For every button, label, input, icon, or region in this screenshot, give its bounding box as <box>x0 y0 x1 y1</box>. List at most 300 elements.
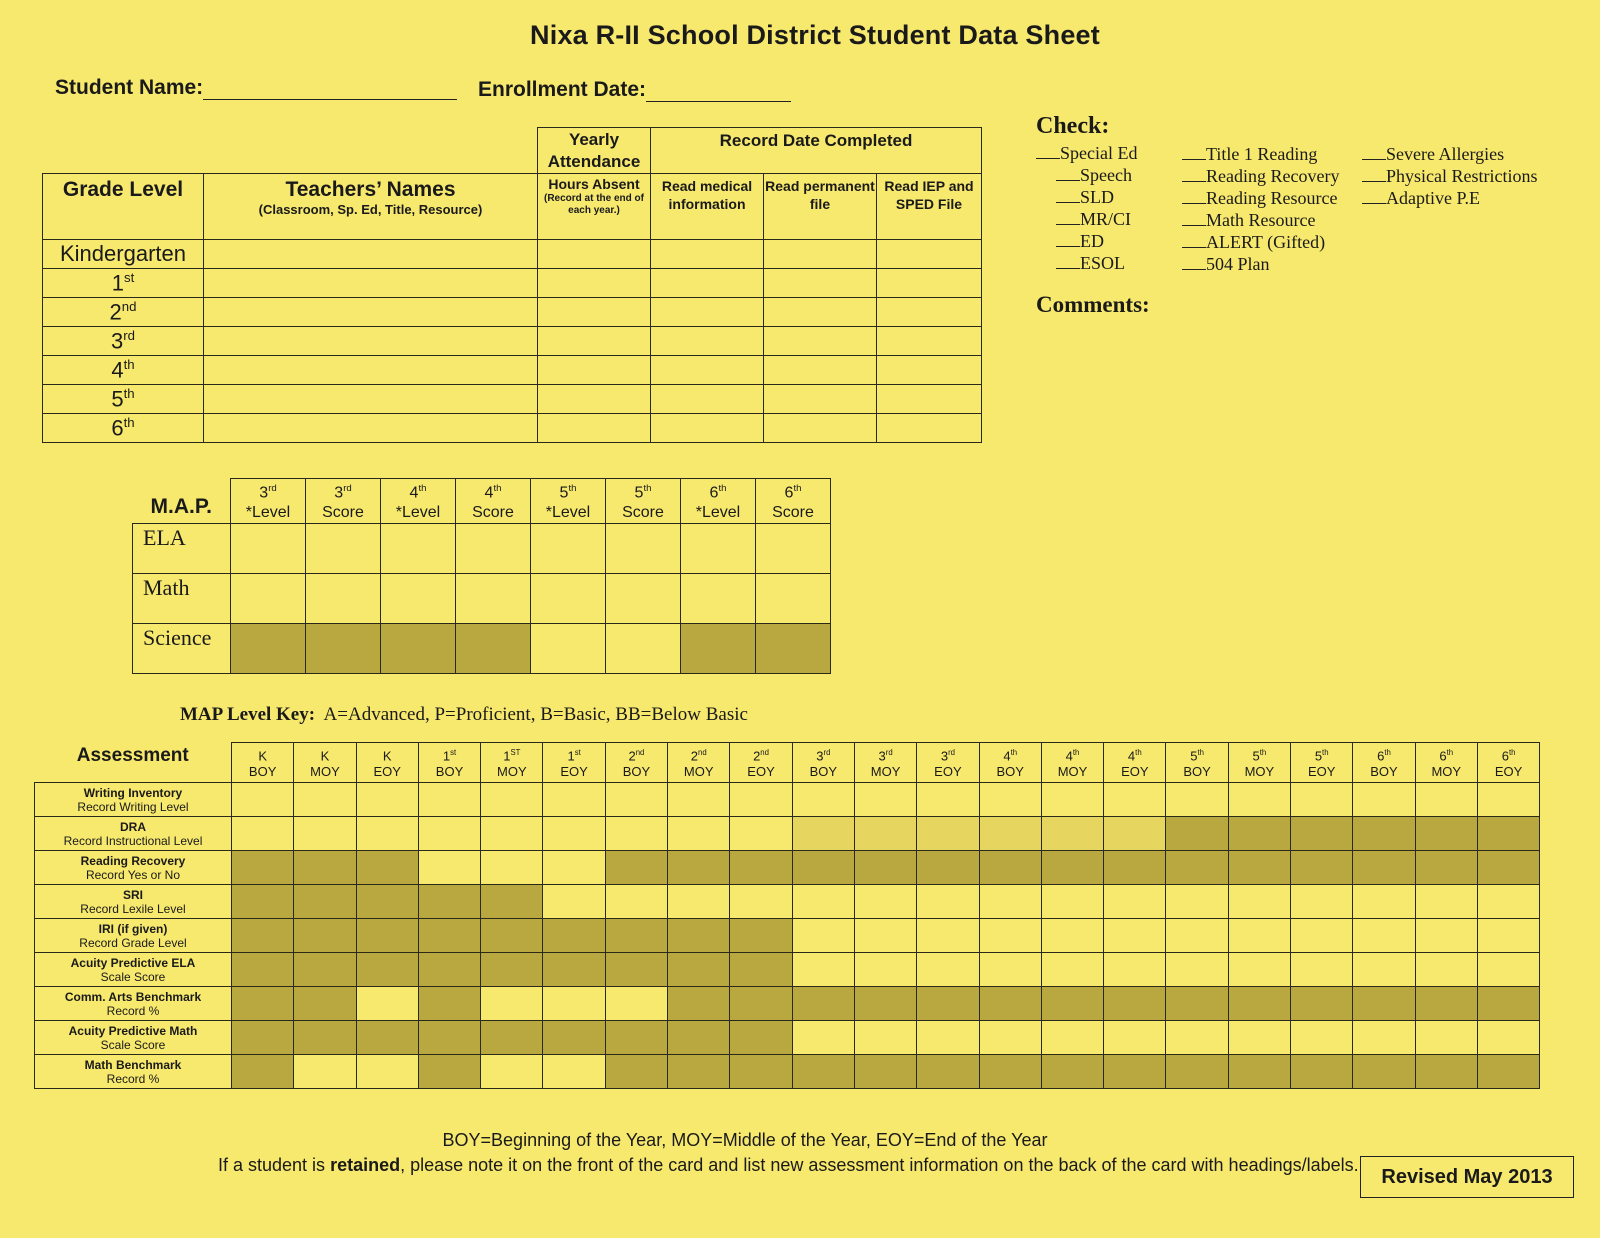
assessment-cell[interactable] <box>232 783 294 817</box>
assessment-cell[interactable] <box>418 783 480 817</box>
assessment-cell[interactable] <box>1041 953 1103 987</box>
assessment-cell <box>1353 817 1415 851</box>
assessment-cell[interactable] <box>917 885 979 919</box>
assessment-row-label: Acuity Predictive Math Scale Score <box>35 1021 232 1055</box>
assessment-cell[interactable] <box>1353 783 1415 817</box>
grade-cell[interactable] <box>764 414 877 443</box>
assessment-cell[interactable] <box>1291 953 1353 987</box>
assessment-cell <box>917 851 979 885</box>
assessment-cell <box>356 885 418 919</box>
assessment-cell[interactable] <box>1415 1021 1477 1055</box>
page-title: Nixa R-II School District Student Data Sheet <box>530 20 1100 50</box>
assessment-cell[interactable] <box>979 885 1041 919</box>
check-blank[interactable] <box>1362 143 1386 160</box>
assessment-cell <box>1104 987 1166 1021</box>
assessment-cell[interactable] <box>543 987 605 1021</box>
assessment-cell[interactable] <box>792 1021 854 1055</box>
assessment-cell[interactable] <box>356 987 418 1021</box>
grade-cell[interactable] <box>764 269 877 298</box>
assessment-cell <box>1041 987 1103 1021</box>
assessment-column-header: 2nd BOY <box>605 743 667 783</box>
table-row <box>43 298 982 327</box>
assessment-cell[interactable] <box>1291 885 1353 919</box>
table-row <box>133 624 831 674</box>
assessment-cell[interactable] <box>1041 1021 1103 1055</box>
assessment-cell <box>294 953 356 987</box>
table-row <box>35 1055 1540 1089</box>
grade-cell[interactable] <box>651 269 764 298</box>
assessment-cell[interactable] <box>854 817 916 851</box>
check-blank[interactable] <box>1182 165 1206 182</box>
enrollment-date-row <box>478 78 791 102</box>
assessment-cell <box>481 953 543 987</box>
map-cell[interactable] <box>756 574 831 624</box>
grade-4th: 4th <box>43 356 204 385</box>
map-header: 6th Score <box>756 479 831 524</box>
assessment-cell <box>232 851 294 885</box>
check-item[interactable]: Adaptive P.E <box>1362 187 1538 209</box>
assessment-cell <box>1415 987 1477 1021</box>
check-item[interactable]: Speech <box>1036 164 1137 186</box>
assessment-cell[interactable] <box>543 817 605 851</box>
enrollment-date-label: Enrollment Date: <box>478 78 647 101</box>
assessment-cell[interactable] <box>1104 953 1166 987</box>
assessment-cell[interactable] <box>1041 885 1103 919</box>
assessment-cell <box>232 885 294 919</box>
assessment-cell <box>1477 817 1539 851</box>
check-item[interactable]: Special Ed <box>1036 142 1137 164</box>
map-cell <box>231 624 306 674</box>
read-permanent-header: Read permanent file <box>764 174 877 240</box>
check-blank[interactable] <box>1056 252 1080 269</box>
footer-legend: BOY=Beginning of the Year, MOY=Middle of the Year, EOY=End of the Year <box>442 1130 1048 1150</box>
assessment-cell[interactable] <box>1291 783 1353 817</box>
assessment-row-label: Math Benchmark Record % <box>35 1055 232 1089</box>
assessment-cell[interactable] <box>979 919 1041 953</box>
assessment-cell[interactable] <box>1166 885 1228 919</box>
grade-1st: 1st <box>43 269 204 298</box>
assessment-cell[interactable] <box>605 817 667 851</box>
assessment-cell[interactable] <box>917 953 979 987</box>
grade-cell[interactable] <box>204 356 538 385</box>
assessment-cell <box>730 987 792 1021</box>
check-item[interactable]: Reading Recovery <box>1182 165 1339 187</box>
check-blank[interactable] <box>1182 187 1206 204</box>
assessment-cell[interactable] <box>1477 953 1539 987</box>
assessment-column-header: 3rd MOY <box>854 743 916 783</box>
assessment-cell <box>668 919 730 953</box>
assessment-row-label: Acuity Predictive ELA Scale Score <box>35 953 232 987</box>
check-item[interactable]: Reading Resource <box>1182 187 1339 209</box>
assessment-cell[interactable] <box>1415 885 1477 919</box>
assessment-cell[interactable] <box>1166 953 1228 987</box>
assessment-cell[interactable] <box>418 851 480 885</box>
check-blank[interactable] <box>1056 230 1080 247</box>
map-cell[interactable] <box>306 524 381 574</box>
map-cell <box>381 624 456 674</box>
grade-cell[interactable] <box>651 356 764 385</box>
assessment-cell[interactable] <box>792 953 854 987</box>
grade-5th: 5th <box>43 385 204 414</box>
assessment-cell <box>294 1021 356 1055</box>
assessment-cell[interactable] <box>543 885 605 919</box>
map-cell[interactable] <box>681 524 756 574</box>
assessment-cell[interactable] <box>792 885 854 919</box>
assessment-cell <box>356 953 418 987</box>
assessment-cell[interactable] <box>1104 919 1166 953</box>
assessment-cell[interactable] <box>1415 783 1477 817</box>
assessment-cell[interactable] <box>1104 783 1166 817</box>
assessment-cell <box>605 851 667 885</box>
assessment-cell[interactable] <box>854 919 916 953</box>
assessment-cell[interactable] <box>1041 919 1103 953</box>
assessment-column-header: 5th EOY <box>1291 743 1353 783</box>
assessment-cell[interactable] <box>1104 817 1166 851</box>
assessment-cell <box>543 919 605 953</box>
assessment-cell[interactable] <box>1228 885 1290 919</box>
grade-6th: 6th <box>43 414 204 443</box>
assessment-cell[interactable] <box>854 783 916 817</box>
assessment-cell <box>668 987 730 1021</box>
assessment-column-header: 1ST MOY <box>481 743 543 783</box>
table-row <box>35 817 1540 851</box>
check-blank[interactable] <box>1056 164 1080 181</box>
assessment-cell <box>1353 987 1415 1021</box>
assessment-cell <box>294 885 356 919</box>
assessment-cell[interactable] <box>1415 919 1477 953</box>
check-blank[interactable] <box>1362 187 1386 204</box>
map-cell[interactable] <box>606 574 681 624</box>
grade-cell[interactable] <box>204 327 538 356</box>
grade-cell[interactable] <box>651 414 764 443</box>
grade-cell[interactable] <box>877 298 982 327</box>
assessment-cell[interactable] <box>792 919 854 953</box>
assessment-cell <box>1228 851 1290 885</box>
assessment-cell <box>792 851 854 885</box>
grade-cell[interactable] <box>764 356 877 385</box>
grade-cell[interactable] <box>764 385 877 414</box>
assessment-cell[interactable] <box>1228 1021 1290 1055</box>
assessment-cell[interactable] <box>1291 1021 1353 1055</box>
assessment-cell <box>854 851 916 885</box>
assessment-cell <box>232 919 294 953</box>
check-title: Check: <box>1036 113 1110 139</box>
assessment-cell[interactable] <box>1041 783 1103 817</box>
check-item[interactable]: Physical Restrictions <box>1362 165 1538 187</box>
grade-2nd: 2nd <box>43 298 204 327</box>
assessment-cell <box>481 919 543 953</box>
table-row <box>133 524 831 574</box>
assessment-cell[interactable] <box>1353 1021 1415 1055</box>
check-blank[interactable] <box>1182 231 1206 248</box>
comments-label: Comments: <box>1036 292 1150 317</box>
assessment-cell[interactable] <box>543 783 605 817</box>
map-cell[interactable] <box>756 524 831 574</box>
assessment-row-label: Comm. Arts Benchmark Record % <box>35 987 232 1021</box>
check-item[interactable]: 504 Plan <box>1182 253 1339 275</box>
assessment-cell <box>232 987 294 1021</box>
check-item[interactable]: ALERT (Gifted) <box>1182 231 1339 253</box>
assessment-cell <box>1353 1055 1415 1089</box>
grade-cell[interactable] <box>204 269 538 298</box>
grade-cell[interactable] <box>877 385 982 414</box>
check-blank[interactable] <box>1056 208 1080 225</box>
table-row <box>43 356 982 385</box>
grade-cell[interactable] <box>877 327 982 356</box>
assessment-row-label: SRI Record Lexile Level <box>35 885 232 919</box>
check-item[interactable]: Math Resource <box>1182 209 1339 231</box>
map-header: 4th *Level <box>381 479 456 524</box>
grade-cell[interactable] <box>651 385 764 414</box>
assessment-cell <box>294 919 356 953</box>
assessment-cell[interactable] <box>730 885 792 919</box>
assessment-cell[interactable] <box>730 817 792 851</box>
assessment-cell <box>418 953 480 987</box>
assessment-cell[interactable] <box>356 817 418 851</box>
grade-rows <box>43 269 982 443</box>
assessment-cell <box>1415 1055 1477 1089</box>
assessment-cell <box>1041 1055 1103 1089</box>
assessment-cell <box>1353 851 1415 885</box>
assessment-cell[interactable] <box>481 987 543 1021</box>
assessment-cell[interactable] <box>854 1021 916 1055</box>
assessment-column-header: 2nd EOY <box>730 743 792 783</box>
check-blank[interactable] <box>1182 143 1206 160</box>
assessment-label: Assessment <box>76 744 189 766</box>
assessment-cell[interactable] <box>1166 783 1228 817</box>
assessment-cell <box>294 851 356 885</box>
assessment-cell <box>1415 851 1477 885</box>
assessment-cell[interactable] <box>979 817 1041 851</box>
assessment-cell <box>917 1055 979 1089</box>
assessment-cell[interactable] <box>1104 1021 1166 1055</box>
assessment-cell[interactable] <box>668 817 730 851</box>
assessment-cell <box>668 1021 730 1055</box>
table-row <box>43 327 982 356</box>
grade-cell[interactable] <box>764 298 877 327</box>
assessment-column-header: 5th BOY <box>1166 743 1228 783</box>
assessment-cell[interactable] <box>1166 1021 1228 1055</box>
map-header: 4th Score <box>456 479 531 524</box>
grade-cell[interactable] <box>538 356 651 385</box>
map-cell[interactable] <box>456 574 531 624</box>
assessment-cell[interactable] <box>605 987 667 1021</box>
enrollment-date-field[interactable] <box>646 79 791 102</box>
student-name-field[interactable] <box>203 77 457 100</box>
assessment-cell[interactable] <box>979 953 1041 987</box>
check-item[interactable]: ESOL <box>1036 252 1137 274</box>
assessment-cell[interactable] <box>792 783 854 817</box>
grade-cell[interactable] <box>538 269 651 298</box>
assessment-cell <box>1041 851 1103 885</box>
assessment-cell <box>1228 817 1290 851</box>
grade-cell[interactable] <box>877 269 982 298</box>
assessment-cell[interactable] <box>543 1055 605 1089</box>
assessment-column-header: 5th MOY <box>1228 743 1290 783</box>
student-name-label: Student Name: <box>55 76 204 99</box>
grade-cell[interactable] <box>204 414 538 443</box>
assessment-cell <box>730 919 792 953</box>
assessment-cell <box>543 953 605 987</box>
assessment-cell <box>730 1055 792 1089</box>
map-cell[interactable] <box>531 624 606 674</box>
assessment-cell[interactable] <box>294 1055 356 1089</box>
assessment-cell[interactable] <box>1353 919 1415 953</box>
assessment-cell[interactable] <box>356 1055 418 1089</box>
assessment-cell[interactable] <box>1477 1021 1539 1055</box>
assessment-cell <box>1104 1055 1166 1089</box>
grade-cell[interactable] <box>651 298 764 327</box>
map-cell[interactable] <box>381 574 456 624</box>
assessment-cell[interactable] <box>418 817 480 851</box>
map-subject: ELA <box>133 524 231 574</box>
assessment-cell[interactable] <box>1041 817 1103 851</box>
assessment-cell[interactable] <box>605 885 667 919</box>
map-subject: Math <box>133 574 231 624</box>
check-blank[interactable] <box>1056 186 1080 203</box>
assessment-cell <box>1166 987 1228 1021</box>
check-column-3 <box>1362 143 1538 209</box>
assessment-cell[interactable] <box>356 783 418 817</box>
check-blank[interactable] <box>1182 209 1206 226</box>
grade-cell[interactable] <box>651 327 764 356</box>
assessment-cell[interactable] <box>668 885 730 919</box>
map-cell <box>306 624 381 674</box>
assessment-cell <box>979 987 1041 1021</box>
assessment-cell <box>418 885 480 919</box>
assessment-cell <box>1477 987 1539 1021</box>
assessment-cell[interactable] <box>1477 919 1539 953</box>
assessment-cell <box>1228 987 1290 1021</box>
assessment-cell <box>232 1021 294 1055</box>
grade-cell[interactable] <box>538 385 651 414</box>
assessment-cell <box>232 1055 294 1089</box>
check-item[interactable]: ED <box>1036 230 1137 252</box>
assessment-column-header: K EOY <box>356 743 418 783</box>
assessment-cell[interactable] <box>1353 953 1415 987</box>
map-cell[interactable] <box>531 574 606 624</box>
check-item[interactable]: SLD <box>1036 186 1137 208</box>
check-item[interactable]: MR/CI <box>1036 208 1137 230</box>
assessment-cell[interactable] <box>294 817 356 851</box>
assessment-cell[interactable] <box>917 919 979 953</box>
assessment-cell[interactable] <box>1104 885 1166 919</box>
assessment-column-header: 4th EOY <box>1104 743 1166 783</box>
assessment-cell[interactable] <box>854 885 916 919</box>
assessment-cell[interactable] <box>979 783 1041 817</box>
grade-cell[interactable] <box>538 414 651 443</box>
assessment-cell[interactable] <box>917 817 979 851</box>
assessment-cell[interactable] <box>1228 919 1290 953</box>
assessment-cell[interactable] <box>1166 919 1228 953</box>
table-row <box>35 1021 1540 1055</box>
map-cell[interactable] <box>381 524 456 574</box>
map-cell[interactable] <box>231 524 306 574</box>
table-row <box>35 919 1540 953</box>
grade-3rd: 3rd <box>43 327 204 356</box>
assessment-cell[interactable] <box>232 817 294 851</box>
assessment-cell[interactable] <box>481 817 543 851</box>
table-row <box>43 414 982 443</box>
assessment-cell[interactable] <box>605 783 667 817</box>
table-row <box>35 987 1540 1021</box>
map-cell[interactable] <box>606 524 681 574</box>
grade-cell[interactable] <box>538 298 651 327</box>
grade-cell[interactable] <box>764 327 877 356</box>
assessment-cell <box>356 1021 418 1055</box>
grade-cell[interactable] <box>877 414 982 443</box>
map-cell[interactable] <box>606 624 681 674</box>
revised-box: Revised May 2013 <box>1360 1156 1574 1198</box>
assessment-cell[interactable] <box>854 953 916 987</box>
check-column-2 <box>1182 143 1339 275</box>
assessment-cell[interactable] <box>543 851 605 885</box>
check-item[interactable]: Title 1 Reading <box>1182 143 1339 165</box>
assessment-cell[interactable] <box>1477 885 1539 919</box>
table-row <box>35 953 1540 987</box>
assessment-cell[interactable] <box>979 1021 1041 1055</box>
map-cell[interactable] <box>456 524 531 574</box>
assessment-cell[interactable] <box>1228 953 1290 987</box>
map-header: 5th Score <box>606 479 681 524</box>
table-row <box>35 851 1540 885</box>
assessment-cell <box>1228 1055 1290 1089</box>
map-cell[interactable] <box>306 574 381 624</box>
assessment-cell[interactable] <box>730 783 792 817</box>
assessment-cell[interactable] <box>917 1021 979 1055</box>
hours-absent-header: Hours Absent (Record at the end of each year.) <box>538 174 651 240</box>
assessment-cell <box>356 851 418 885</box>
assessment-cell[interactable] <box>481 1055 543 1089</box>
read-iep-header: Read IEP and SPED File <box>877 174 982 240</box>
assessment-cell[interactable] <box>1353 885 1415 919</box>
assessment-cell[interactable] <box>1291 919 1353 953</box>
assessment-cell <box>543 1021 605 1055</box>
check-blank[interactable] <box>1182 253 1206 270</box>
assessment-cell[interactable] <box>668 783 730 817</box>
assessment-cell[interactable] <box>294 783 356 817</box>
assessment-cell[interactable] <box>1415 953 1477 987</box>
map-cell[interactable] <box>231 574 306 624</box>
assessment-cell <box>1415 817 1477 851</box>
assessment-column-header: 3rd BOY <box>792 743 854 783</box>
grade-cell[interactable] <box>538 327 651 356</box>
map-level-key-text: A=Advanced, P=Proficient, B=Basic, BB=Below Basic <box>323 704 748 725</box>
assessment-cell <box>1104 851 1166 885</box>
check-blank[interactable] <box>1362 165 1386 182</box>
assessment-cell[interactable] <box>481 783 543 817</box>
assessment-cell[interactable] <box>917 783 979 817</box>
grade-cell[interactable] <box>877 356 982 385</box>
check-item[interactable]: Severe Allergies <box>1362 143 1538 165</box>
yearly-attendance-header: Yearly Attendance <box>538 128 651 174</box>
assessment-cell <box>979 851 1041 885</box>
assessment-cell[interactable] <box>481 851 543 885</box>
table-row <box>133 574 831 624</box>
assessment-column-header: 6th BOY <box>1353 743 1415 783</box>
check-column-1 <box>1036 142 1137 274</box>
check-blank[interactable] <box>1036 142 1060 159</box>
assessment-cell[interactable] <box>792 817 854 851</box>
grade-cell[interactable] <box>204 298 538 327</box>
assessment-cell[interactable] <box>1477 783 1539 817</box>
assessment-cell <box>668 953 730 987</box>
grade-cell[interactable] <box>204 385 538 414</box>
map-cell[interactable] <box>531 524 606 574</box>
assessment-cell[interactable] <box>1228 783 1290 817</box>
map-cell[interactable] <box>681 574 756 624</box>
assessment-column-header: 6th EOY <box>1477 743 1539 783</box>
